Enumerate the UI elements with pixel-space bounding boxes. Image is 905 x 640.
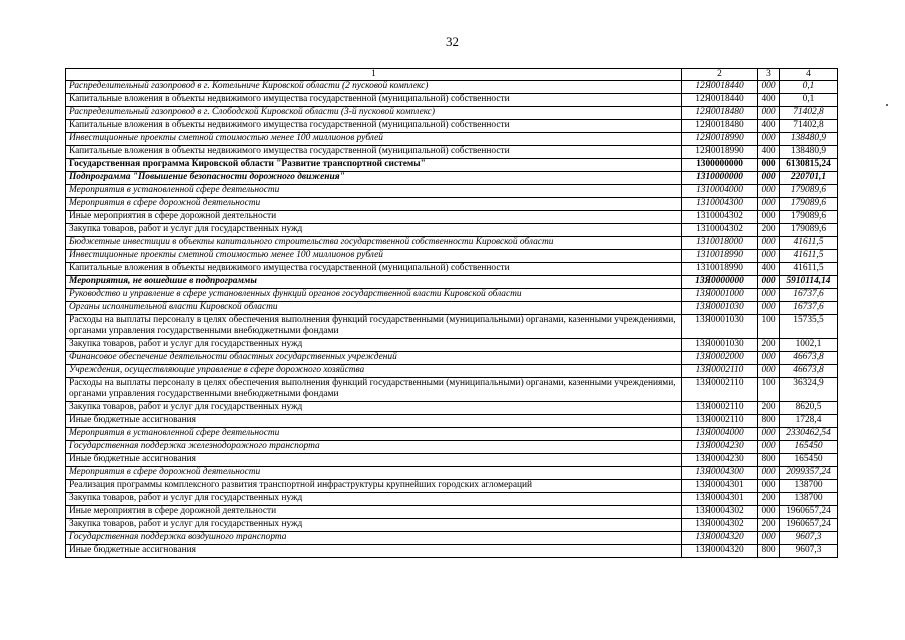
table-row xyxy=(66,315,838,339)
table-row xyxy=(66,146,838,159)
row-expense-type-cell: 200 xyxy=(758,339,780,352)
table-row xyxy=(66,159,838,172)
row-expense-type-cell: 000 xyxy=(758,276,780,289)
row-amount-cell: 16737,6 xyxy=(780,289,838,302)
row-name-cell: Иные мероприятия в сфере дорожной деятельности xyxy=(66,506,682,519)
row-expense-type-cell: 000 xyxy=(758,289,780,302)
table-row xyxy=(66,454,838,467)
table-row xyxy=(66,263,838,276)
table-row xyxy=(66,532,838,545)
table-row xyxy=(66,237,838,250)
row-name-cell: Расходы на выплаты персоналу в целях обеспечения выполнения функций государственными (муниципальными) органами, казенными учреждениями, органами управления государственными внебюджетными фондами xyxy=(66,378,682,402)
row-expense-type-cell: 000 xyxy=(758,365,780,378)
row-expense-type-cell: 000 xyxy=(758,506,780,519)
row-expense-type-cell: 100 xyxy=(758,315,780,339)
row-name-cell: Капитальные вложения в объекты недвижимого имущества государственной (муниципальной) собственности xyxy=(66,120,682,133)
row-name-cell: Закупка товаров, работ и услуг для государственных нужд xyxy=(66,339,682,352)
row-name-cell: Государственная программа Кировской области "Развитие транспортной системы" xyxy=(66,159,682,172)
row-amount-cell: 41611,5 xyxy=(780,250,838,263)
table-row xyxy=(66,276,838,289)
row-amount-cell: 9607,3 xyxy=(780,532,838,545)
row-amount-cell: 1960657,24 xyxy=(780,519,838,532)
row-amount-cell: 9607,3 xyxy=(780,545,838,558)
row-code-cell: 1310004302 xyxy=(682,211,758,224)
row-code-cell: 13Я0004320 xyxy=(682,532,758,545)
row-name-cell: Инвестиционные проекты сметной стоимостью менее 100 миллионов рублей xyxy=(66,250,682,263)
row-expense-type-cell: 000 xyxy=(758,480,780,493)
row-amount-cell: 15735,5 xyxy=(780,315,838,339)
row-code-cell: 13Я0004000 xyxy=(682,428,758,441)
row-amount-cell: 2330462,54 xyxy=(780,428,838,441)
row-name-cell: Финансовое обеспечение деятельности областных государственных учреждений xyxy=(66,352,682,365)
row-code-cell: 12Я0018440 xyxy=(682,81,758,94)
row-amount-cell: 71402,8 xyxy=(780,107,838,120)
row-amount-cell: 6130815,24 xyxy=(780,159,838,172)
row-code-cell: 1310000000 xyxy=(682,172,758,185)
row-name-cell: Распределительный газопровод в г. Слободской Кировской области (3-й пусковой комплекс) xyxy=(66,107,682,120)
table-row xyxy=(66,211,838,224)
row-name-cell: Подпрограмма "Повышение безопасности дорожного движения" xyxy=(66,172,682,185)
row-amount-cell: 1960657,24 xyxy=(780,506,838,519)
row-name-cell: Иные бюджетные ассигнования xyxy=(66,415,682,428)
row-name-cell: Мероприятия в установленной сфере деятельности xyxy=(66,428,682,441)
row-amount-cell: 220701,1 xyxy=(780,172,838,185)
column-header-expense-type: 3 xyxy=(758,69,780,81)
row-amount-cell: 138700 xyxy=(780,480,838,493)
row-expense-type-cell: 000 xyxy=(758,185,780,198)
table-row xyxy=(66,493,838,506)
row-expense-type-cell: 800 xyxy=(758,545,780,558)
row-name-cell: Инвестиционные проекты сметной стоимостью менее 100 миллионов рублей xyxy=(66,133,682,146)
row-code-cell: 13Я0001030 xyxy=(682,315,758,339)
table-row xyxy=(66,519,838,532)
row-expense-type-cell: 000 xyxy=(758,172,780,185)
table-row xyxy=(66,107,838,120)
table-row xyxy=(66,94,838,107)
row-name-cell: Мероприятия в сфере дорожной деятельности xyxy=(66,198,682,211)
table-row xyxy=(66,365,838,378)
row-code-cell: 13Я0004300 xyxy=(682,467,758,480)
table-row xyxy=(66,172,838,185)
row-name-cell: Закупка товаров, работ и услуг для государственных нужд xyxy=(66,493,682,506)
row-code-cell: 13Я0002110 xyxy=(682,402,758,415)
row-code-cell: 13Я0002110 xyxy=(682,365,758,378)
table-row xyxy=(66,302,838,315)
row-expense-type-cell: 100 xyxy=(758,378,780,402)
table-row xyxy=(66,467,838,480)
table-row xyxy=(66,120,838,133)
table-row xyxy=(66,428,838,441)
row-amount-cell: 179089,6 xyxy=(780,198,838,211)
row-amount-cell: 8620,5 xyxy=(780,402,838,415)
row-code-cell: 13Я0004320 xyxy=(682,545,758,558)
column-header-code: 2 xyxy=(682,69,758,81)
row-name-cell: Расходы на выплаты персоналу в целях обеспечения выполнения функций государственными (муниципальными) органами, казенными учреждениями, органами управления государственными внебюджетными фондами xyxy=(66,315,682,339)
row-amount-cell: 0,1 xyxy=(780,81,838,94)
table-row xyxy=(66,250,838,263)
row-name-cell: Руководство и управление в сфере установленных функций органов государственной власти Кировской области xyxy=(66,289,682,302)
row-expense-type-cell: 000 xyxy=(758,532,780,545)
row-expense-type-cell: 800 xyxy=(758,454,780,467)
column-header-name: 1 xyxy=(66,69,682,81)
row-name-cell: Бюджетные инвестиции в объекты капитального строительства государственной собственности Кировской области xyxy=(66,237,682,250)
row-code-cell: 13Я0004230 xyxy=(682,441,758,454)
row-code-cell: 13Я0000000 xyxy=(682,276,758,289)
table-row xyxy=(66,545,838,558)
row-expense-type-cell: 000 xyxy=(758,352,780,365)
row-name-cell: Учреждения, осуществляющие управление в сфере дорожного хозяйства xyxy=(66,365,682,378)
row-amount-cell: 5910114,14 xyxy=(780,276,838,289)
row-expense-type-cell: 000 xyxy=(758,81,780,94)
row-code-cell: 13Я0004301 xyxy=(682,480,758,493)
row-expense-type-cell: 000 xyxy=(758,237,780,250)
row-amount-cell: 138700 xyxy=(780,493,838,506)
row-expense-type-cell: 400 xyxy=(758,146,780,159)
row-expense-type-cell: 000 xyxy=(758,467,780,480)
table-row xyxy=(66,289,838,302)
row-amount-cell: 165450 xyxy=(780,454,838,467)
row-amount-cell: 46673,8 xyxy=(780,365,838,378)
row-name-cell: Органы исполнительной власти Кировской области xyxy=(66,302,682,315)
row-name-cell: Мероприятия в сфере дорожной деятельности xyxy=(66,467,682,480)
row-expense-type-cell: 000 xyxy=(758,159,780,172)
row-name-cell: Капитальные вложения в объекты недвижимого имущества государственной (муниципальной) собственности xyxy=(66,94,682,107)
row-code-cell: 13Я0002110 xyxy=(682,415,758,428)
table-row xyxy=(66,133,838,146)
table-row xyxy=(66,402,838,415)
table-row xyxy=(66,224,838,237)
page-number: 32 xyxy=(446,34,459,49)
row-name-cell: Закупка товаров, работ и услуг для государственных нужд xyxy=(66,402,682,415)
row-code-cell: 1310018990 xyxy=(682,263,758,276)
table-row xyxy=(66,198,838,211)
row-expense-type-cell: 000 xyxy=(758,302,780,315)
table-row xyxy=(66,506,838,519)
row-name-cell: Закупка товаров, работ и услуг для государственных нужд xyxy=(66,224,682,237)
row-expense-type-cell: 000 xyxy=(758,107,780,120)
row-name-cell: Реализация программы комплексного развития транспортной инфраструктуры крупнейших городских агломераций xyxy=(66,480,682,493)
row-amount-cell: 1002,1 xyxy=(780,339,838,352)
row-code-cell: 12Я0018990 xyxy=(682,146,758,159)
scan-artifact xyxy=(886,104,888,106)
table-row xyxy=(66,480,838,493)
row-expense-type-cell: 400 xyxy=(758,120,780,133)
row-amount-cell: 138480,9 xyxy=(780,133,838,146)
row-code-cell: 13Я0002000 xyxy=(682,352,758,365)
row-expense-type-cell: 200 xyxy=(758,402,780,415)
row-amount-cell: 1728,4 xyxy=(780,415,838,428)
row-code-cell: 12Я0018480 xyxy=(682,120,758,133)
table-row xyxy=(66,441,838,454)
row-amount-cell: 179089,6 xyxy=(780,211,838,224)
row-code-cell: 1310004000 xyxy=(682,185,758,198)
table-row xyxy=(66,185,838,198)
row-name-cell: Закупка товаров, работ и услуг для государственных нужд xyxy=(66,519,682,532)
row-code-cell: 1310004300 xyxy=(682,198,758,211)
row-code-cell: 12Я0018480 xyxy=(682,107,758,120)
row-name-cell: Мероприятия, не вошедшие в подпрограммы xyxy=(66,276,682,289)
row-amount-cell: 71402,8 xyxy=(780,120,838,133)
budget-table xyxy=(65,68,838,558)
row-code-cell: 13Я0001030 xyxy=(682,339,758,352)
row-amount-cell: 41611,5 xyxy=(780,237,838,250)
row-amount-cell: 2099357,24 xyxy=(780,467,838,480)
row-expense-type-cell: 000 xyxy=(758,198,780,211)
row-expense-type-cell: 200 xyxy=(758,224,780,237)
row-code-cell: 13Я0002110 xyxy=(682,378,758,402)
row-expense-type-cell: 000 xyxy=(758,441,780,454)
row-code-cell: 13Я0004302 xyxy=(682,519,758,532)
row-amount-cell: 179089,6 xyxy=(780,224,838,237)
row-expense-type-cell: 800 xyxy=(758,415,780,428)
row-name-cell: Распределительный газопровод в г. Котельниче Кировской области (2 пусковой комплекс) xyxy=(66,81,682,94)
table-row xyxy=(66,378,838,402)
row-name-cell: Иные мероприятия в сфере дорожной деятельности xyxy=(66,211,682,224)
row-amount-cell: 165450 xyxy=(780,441,838,454)
row-code-cell: 1310018990 xyxy=(682,250,758,263)
row-expense-type-cell: 200 xyxy=(758,493,780,506)
row-code-cell: 13Я0001030 xyxy=(682,302,758,315)
row-expense-type-cell: 200 xyxy=(758,519,780,532)
row-code-cell: 1300000000 xyxy=(682,159,758,172)
row-amount-cell: 41611,5 xyxy=(780,263,838,276)
row-name-cell: Государственная поддержка воздушного транспорта xyxy=(66,532,682,545)
row-amount-cell: 0,1 xyxy=(780,94,838,107)
row-amount-cell: 36324,9 xyxy=(780,378,838,402)
row-amount-cell: 46673,8 xyxy=(780,352,838,365)
budget-table-body xyxy=(66,69,838,558)
row-name-cell: Иные бюджетные ассигнования xyxy=(66,454,682,467)
row-name-cell: Капитальные вложения в объекты недвижимого имущества государственной (муниципальной) собственности xyxy=(66,263,682,276)
row-code-cell: 13Я0004302 xyxy=(682,506,758,519)
row-amount-cell: 138480,9 xyxy=(780,146,838,159)
row-expense-type-cell: 000 xyxy=(758,428,780,441)
row-name-cell: Государственная поддержка железнодорожного транспорта xyxy=(66,441,682,454)
table-row xyxy=(66,415,838,428)
table-row xyxy=(66,352,838,365)
row-amount-cell: 16737,6 xyxy=(780,302,838,315)
row-code-cell: 12Я0018440 xyxy=(682,94,758,107)
row-name-cell: Мероприятия в установленной сфере деятельности xyxy=(66,185,682,198)
row-expense-type-cell: 400 xyxy=(758,94,780,107)
table-row xyxy=(66,339,838,352)
row-code-cell: 1310018000 xyxy=(682,237,758,250)
row-code-cell: 13Я0004301 xyxy=(682,493,758,506)
column-header-amount: 4 xyxy=(780,69,838,81)
row-code-cell: 13Я0001000 xyxy=(682,289,758,302)
table-header-row xyxy=(66,69,838,81)
row-expense-type-cell: 000 xyxy=(758,250,780,263)
row-code-cell: 1310004302 xyxy=(682,224,758,237)
row-code-cell: 12Я0018990 xyxy=(682,133,758,146)
row-expense-type-cell: 000 xyxy=(758,133,780,146)
row-expense-type-cell: 000 xyxy=(758,211,780,224)
row-name-cell: Капитальные вложения в объекты недвижимого имущества государственной (муниципальной) собственности xyxy=(66,146,682,159)
table-row xyxy=(66,81,838,94)
row-code-cell: 13Я0004230 xyxy=(682,454,758,467)
row-name-cell: Иные бюджетные ассигнования xyxy=(66,545,682,558)
row-amount-cell: 179089,6 xyxy=(780,185,838,198)
row-expense-type-cell: 400 xyxy=(758,263,780,276)
